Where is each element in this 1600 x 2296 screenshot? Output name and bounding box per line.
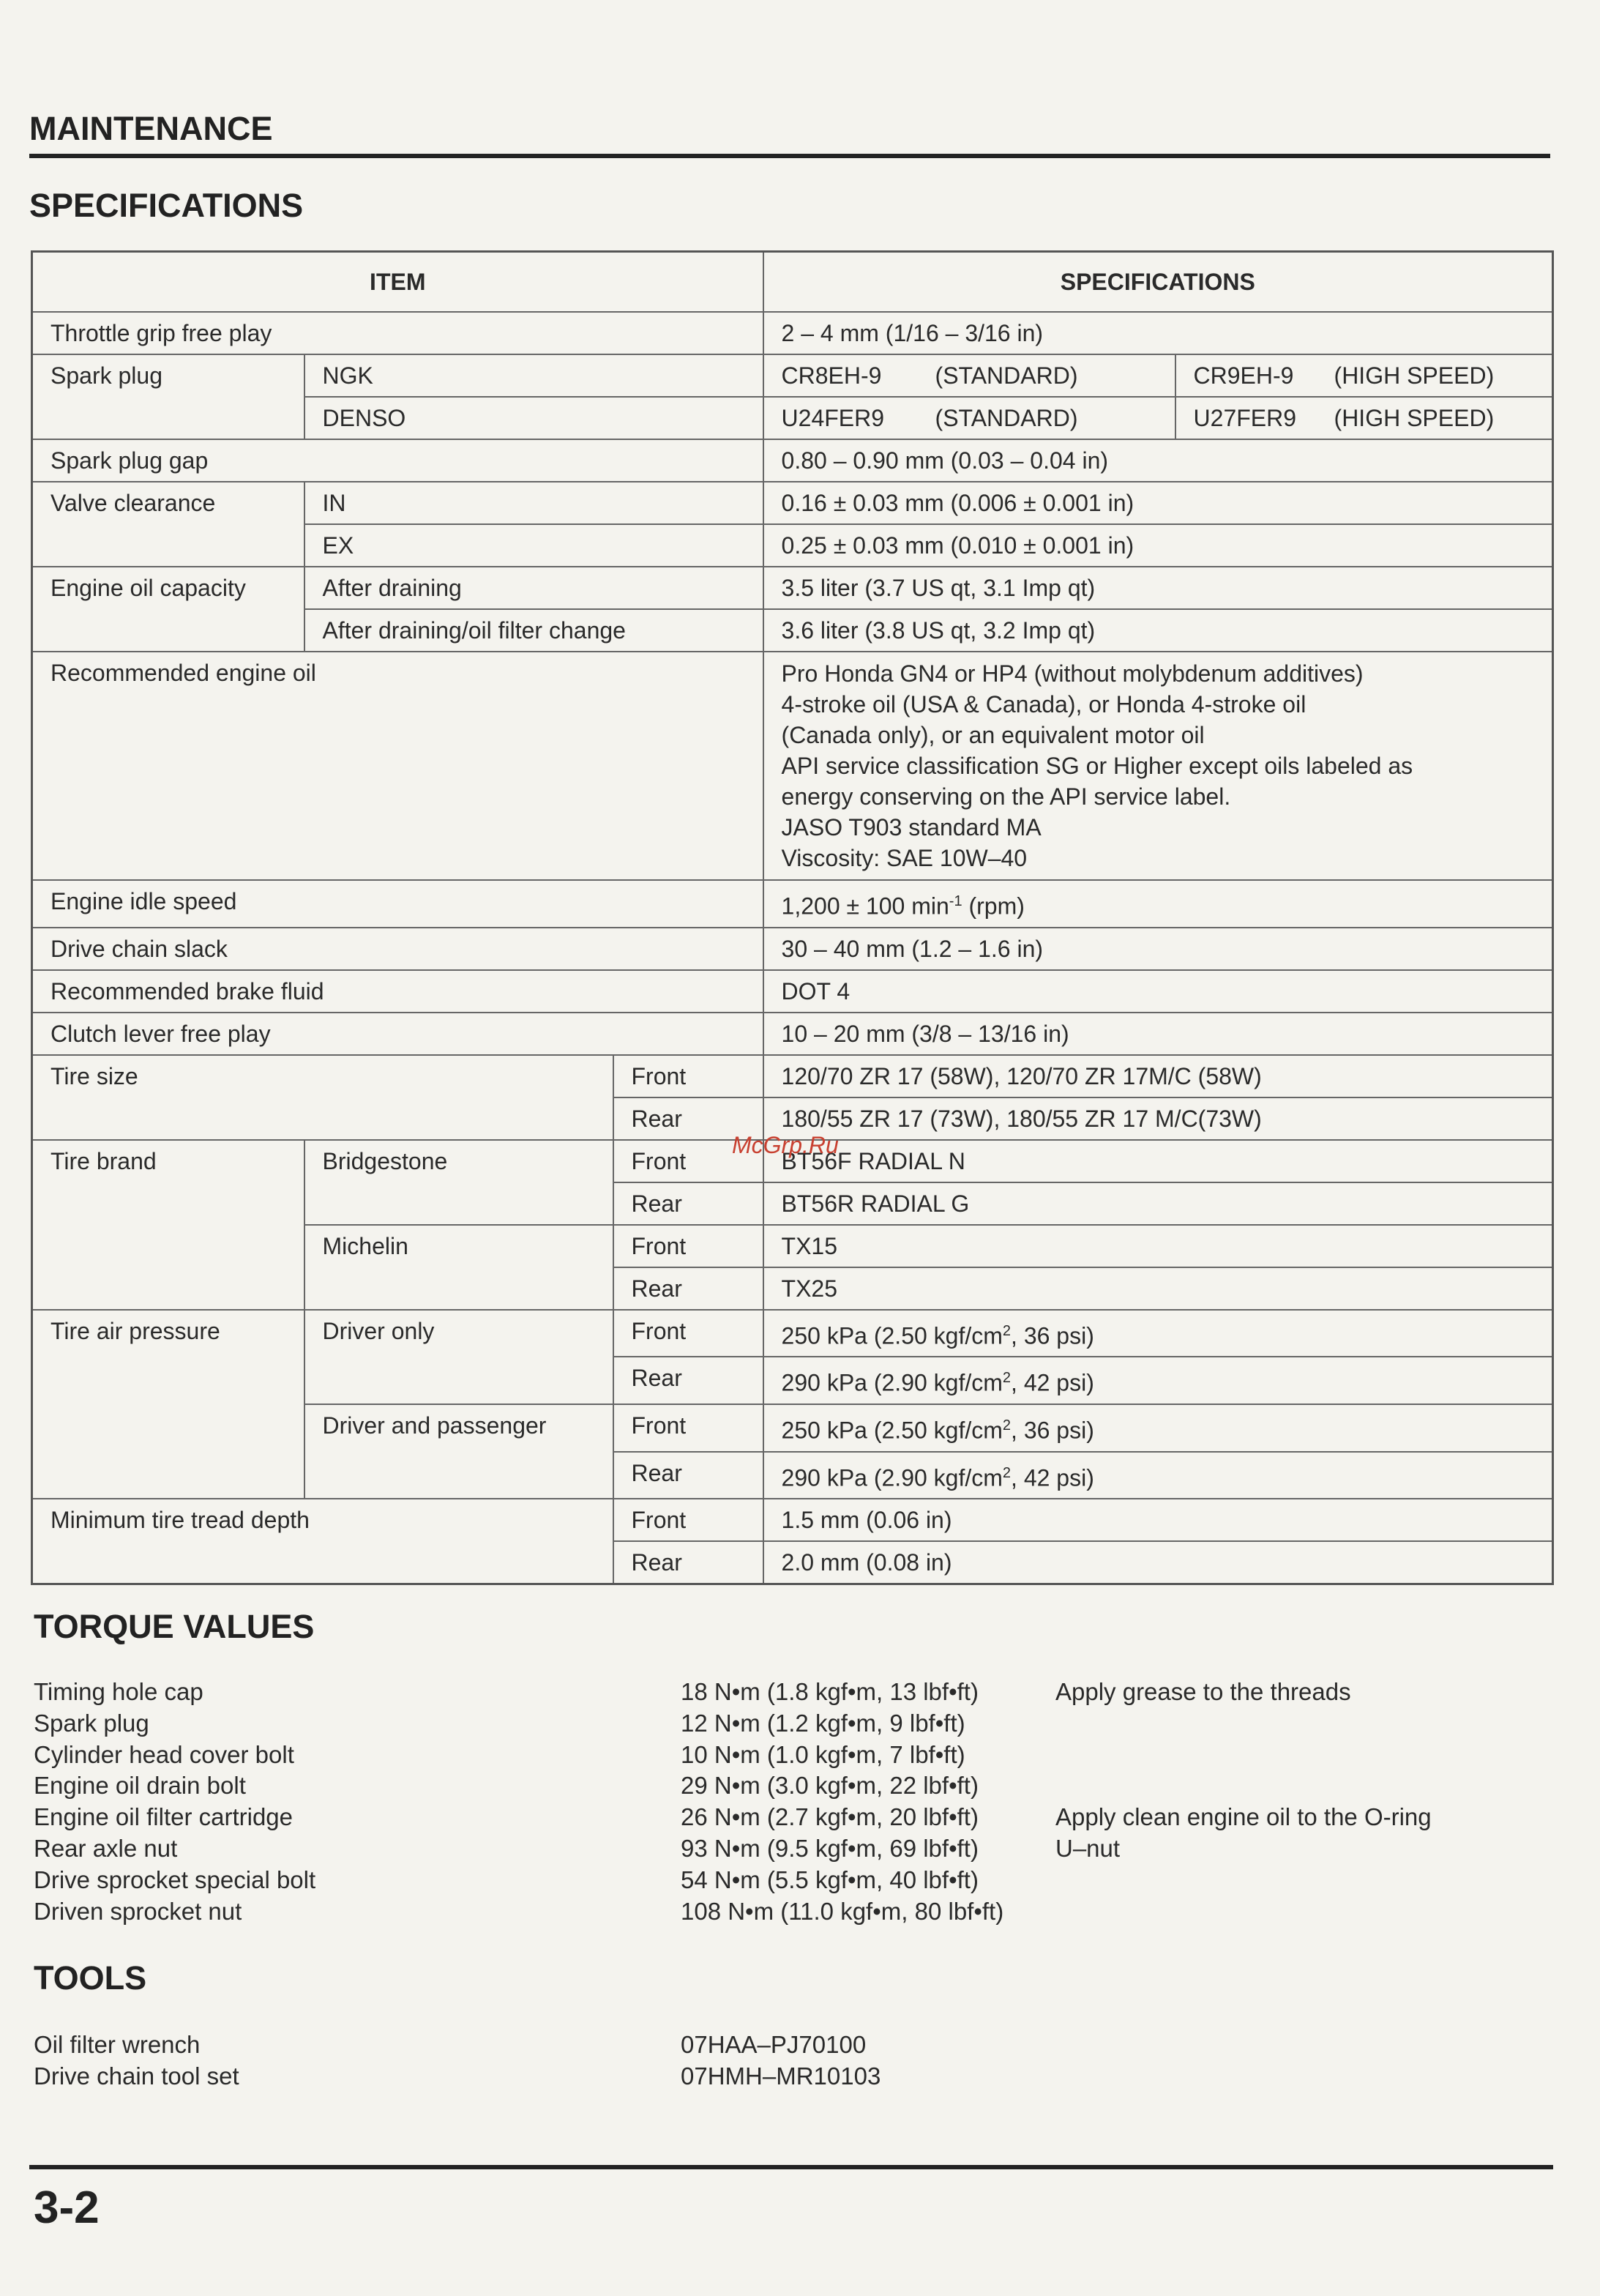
oil-line: JASO T903 standard MA (781, 814, 1042, 840)
table-row (32, 880, 1553, 928)
list-item (34, 1740, 1432, 1771)
torque-note: U–nut (1055, 1834, 1121, 1862)
position-label: Rear (613, 1097, 763, 1140)
torque-item: Driven sprocket nut (34, 1897, 242, 1925)
row-label: Engine oil capacity (32, 567, 304, 652)
pressure-value: 290 kPa (2.90 kgf/cm (781, 1369, 1003, 1396)
row-value: 180/55 ZR 17 (73W), 180/55 ZR 17 M/C(73W) (763, 1097, 1553, 1140)
pressure-tail: , 36 psi) (1011, 1417, 1094, 1444)
table-row (32, 1055, 1553, 1097)
row-value: BT56R RADIAL G (763, 1182, 1553, 1225)
table-row (32, 1013, 1553, 1055)
position-label: Front (613, 1140, 763, 1182)
row-label: Clutch lever free play (32, 1013, 763, 1055)
row-label: Minimum tire tread depth (32, 1499, 613, 1584)
specifications-heading: SPECIFICATIONS (29, 187, 304, 224)
oil-line: (Canada only), or an equivalent motor oil (781, 722, 1205, 748)
row-value (763, 880, 1553, 928)
list-item (34, 1770, 1432, 1802)
row-value (763, 1357, 1553, 1404)
oil-line: 4-stroke oil (USA & Canada), or Honda 4-stroke oil (781, 691, 1306, 718)
row-value: 30 – 40 mm (1.2 – 1.6 in) (763, 928, 1553, 970)
list-item (34, 1677, 1432, 1708)
list-item (34, 1865, 1432, 1896)
row-label: Throttle grip free play (32, 312, 763, 354)
oil-line: Viscosity: SAE 10W–40 (781, 845, 1028, 871)
row-value: 1.5 mm (0.06 in) (763, 1499, 1553, 1541)
tool-item: Oil filter wrench (34, 2031, 201, 2058)
sub-label: EX (304, 524, 763, 567)
row-value: 0.25 ± 0.03 mm (0.010 ± 0.001 in) (763, 524, 1553, 567)
watermark: McGrp.Ru (732, 1132, 839, 1158)
row-value: 3.5 liter (3.7 US qt, 3.1 Imp qt) (763, 567, 1553, 609)
table-row (32, 439, 1553, 482)
position-label: Front (613, 1225, 763, 1267)
row-value (763, 1452, 1553, 1499)
torque-note: Apply clean engine oil to the O-ring (1055, 1803, 1432, 1831)
sub-label: After draining/oil filter change (304, 609, 763, 652)
torque-item: Rear axle nut (34, 1834, 178, 1862)
sub-label: NGK (304, 354, 763, 397)
squared-exponent: 2 (1002, 1464, 1012, 1481)
list-item (34, 2029, 1055, 2061)
position-label: Front (613, 1055, 763, 1097)
table-row (32, 482, 1553, 524)
list-item (34, 2061, 1055, 2092)
sub-label: Driver only (304, 1310, 613, 1404)
idle-value: 1,200 ± 100 min (781, 892, 949, 920)
row-label: Valve clearance (32, 482, 304, 567)
position-label: Rear (613, 1452, 763, 1499)
row-value: 10 – 20 mm (3/8 – 13/16 in) (763, 1013, 1553, 1055)
table-row (32, 1499, 1553, 1541)
sub-label: Driver and passenger (304, 1404, 613, 1499)
plug-model: U27FER9 (1193, 405, 1297, 431)
torque-value: 18 N•m (1.8 kgf•m, 13 lbf•ft) (681, 1678, 979, 1705)
tool-number: 07HAA–PJ70100 (681, 2031, 867, 2058)
row-value: 0.16 ± 0.03 mm (0.006 ± 0.001 in) (763, 482, 1553, 524)
torque-note: Apply grease to the threads (1055, 1678, 1351, 1705)
position-label: Rear (613, 1267, 763, 1310)
position-label: Rear (613, 1182, 763, 1225)
idle-exponent: -1 (949, 893, 962, 909)
row-label: Tire size (32, 1055, 613, 1140)
row-value: TX25 (763, 1267, 1553, 1310)
plug-standard (763, 354, 1175, 397)
pressure-value: 290 kPa (2.90 kgf/cm (781, 1464, 1003, 1491)
sub-label: Michelin (304, 1225, 613, 1310)
plug-note: (HIGH SPEED) (1334, 405, 1495, 431)
row-label: Engine idle speed (32, 880, 763, 928)
row-value: 2 – 4 mm (1/16 – 3/16 in) (763, 312, 1553, 354)
row-label: Tire brand (32, 1140, 304, 1310)
position-label: Front (613, 1310, 763, 1357)
torque-value: 54 N•m (5.5 kgf•m, 40 lbf•ft) (681, 1865, 979, 1893)
pressure-value: 250 kPa (2.50 kgf/cm (781, 1417, 1003, 1444)
row-value: TX15 (763, 1225, 1553, 1267)
position-label: Front (613, 1499, 763, 1541)
torque-value: 93 N•m (9.5 kgf•m, 69 lbf•ft) (681, 1834, 979, 1862)
squared-exponent: 2 (1002, 1370, 1012, 1387)
row-value: 2.0 mm (0.08 in) (763, 1541, 1553, 1584)
pressure-tail: , 42 psi) (1011, 1464, 1094, 1491)
footer-rule (29, 2165, 1553, 2169)
squared-exponent: 2 (1002, 1322, 1012, 1339)
torque-value: 12 N•m (1.2 kgf•m, 9 lbf•ft) (681, 1709, 965, 1737)
col-header-spec: SPECIFICATIONS (763, 252, 1553, 313)
position-label: Front (613, 1404, 763, 1452)
pressure-tail: , 36 psi) (1011, 1322, 1094, 1349)
table-row (32, 970, 1553, 1013)
row-value: 120/70 ZR 17 (58W), 120/70 ZR 17M/C (58W) (763, 1055, 1553, 1097)
plug-note: (STANDARD) (935, 405, 1078, 431)
squared-exponent: 2 (1002, 1417, 1012, 1434)
torque-value: 108 N•m (11.0 kgf•m, 80 lbf•ft) (681, 1897, 1004, 1925)
row-value (763, 1404, 1553, 1452)
plug-standard (763, 397, 1175, 439)
oil-line: API service classification SG or Higher except oils labeled as (781, 753, 1413, 779)
sub-label: Bridgestone (304, 1140, 613, 1225)
row-value: DOT 4 (763, 970, 1553, 1013)
plug-model: U24FER9 (781, 405, 885, 431)
tools-list (34, 2029, 1055, 2092)
row-value: 3.6 liter (3.8 US qt, 3.2 Imp qt) (763, 609, 1553, 652)
position-label: Rear (613, 1541, 763, 1584)
torque-item: Spark plug (34, 1709, 149, 1737)
row-value: BT56F RADIAL N (763, 1140, 1553, 1182)
section-title: MAINTENANCE (29, 110, 273, 147)
tool-number: 07HMH–MR10103 (681, 2062, 881, 2090)
table-row (32, 312, 1553, 354)
col-header-item: ITEM (32, 252, 763, 313)
torque-value: 26 N•m (2.7 kgf•m, 20 lbf•ft) (681, 1803, 979, 1831)
plug-model: CR8EH-9 (781, 362, 882, 389)
table-header-row (32, 252, 1553, 313)
torque-value: 10 N•m (1.0 kgf•m, 7 lbf•ft) (681, 1740, 965, 1768)
torque-item: Engine oil drain bolt (34, 1772, 246, 1800)
table-row (32, 928, 1553, 970)
table-row (32, 567, 1553, 609)
page-header (29, 110, 1550, 158)
tool-item: Drive chain tool set (34, 2062, 239, 2090)
oil-line: Pro Honda GN4 or HP4 (without molybdenum additives) (781, 660, 1364, 687)
plug-model: CR9EH-9 (1193, 362, 1294, 389)
plug-note: (STANDARD) (935, 362, 1078, 389)
sub-label: After draining (304, 567, 763, 609)
list-item (34, 1896, 1432, 1928)
list-item (34, 1708, 1432, 1740)
sub-label: DENSO (304, 397, 763, 439)
torque-item: Cylinder head cover bolt (34, 1740, 294, 1768)
torque-item: Engine oil filter cartridge (34, 1803, 294, 1831)
specifications-table (31, 250, 1554, 1585)
torque-item: Timing hole cap (34, 1678, 203, 1705)
torque-item: Drive sprocket special bolt (34, 1865, 316, 1893)
plug-note: (HIGH SPEED) (1334, 362, 1495, 389)
row-label: Tire air pressure (32, 1310, 304, 1499)
row-label: Spark plug (32, 354, 304, 439)
position-label: Rear (613, 1357, 763, 1404)
pressure-value: 250 kPa (2.50 kgf/cm (781, 1322, 1003, 1349)
row-label: Drive chain slack (32, 928, 763, 970)
pressure-tail: , 42 psi) (1011, 1369, 1094, 1396)
sub-label: IN (304, 482, 763, 524)
table-row (32, 1310, 1553, 1357)
row-value: 0.80 – 0.90 mm (0.03 – 0.04 in) (763, 439, 1553, 482)
torque-list (34, 1677, 1432, 1927)
list-item (34, 1833, 1432, 1865)
oil-line: energy conserving on the API service label. (781, 783, 1231, 810)
table-row (32, 652, 1553, 880)
torque-heading: TORQUE VALUES (34, 1608, 315, 1645)
row-label: Spark plug gap (32, 439, 763, 482)
plug-high-speed (1175, 397, 1553, 439)
idle-unit: (rpm) (962, 892, 1025, 920)
torque-value: 29 N•m (3.0 kgf•m, 22 lbf•ft) (681, 1772, 979, 1800)
row-label: Recommended brake fluid (32, 970, 763, 1013)
tools-heading: TOOLS (34, 1959, 147, 1997)
row-label: Recommended engine oil (32, 652, 763, 880)
plug-high-speed (1175, 354, 1553, 397)
table-row (32, 354, 1553, 397)
page-number: 3-2 (34, 2183, 100, 2233)
list-item (34, 1802, 1432, 1833)
row-value (763, 652, 1553, 880)
row-value (763, 1310, 1553, 1357)
